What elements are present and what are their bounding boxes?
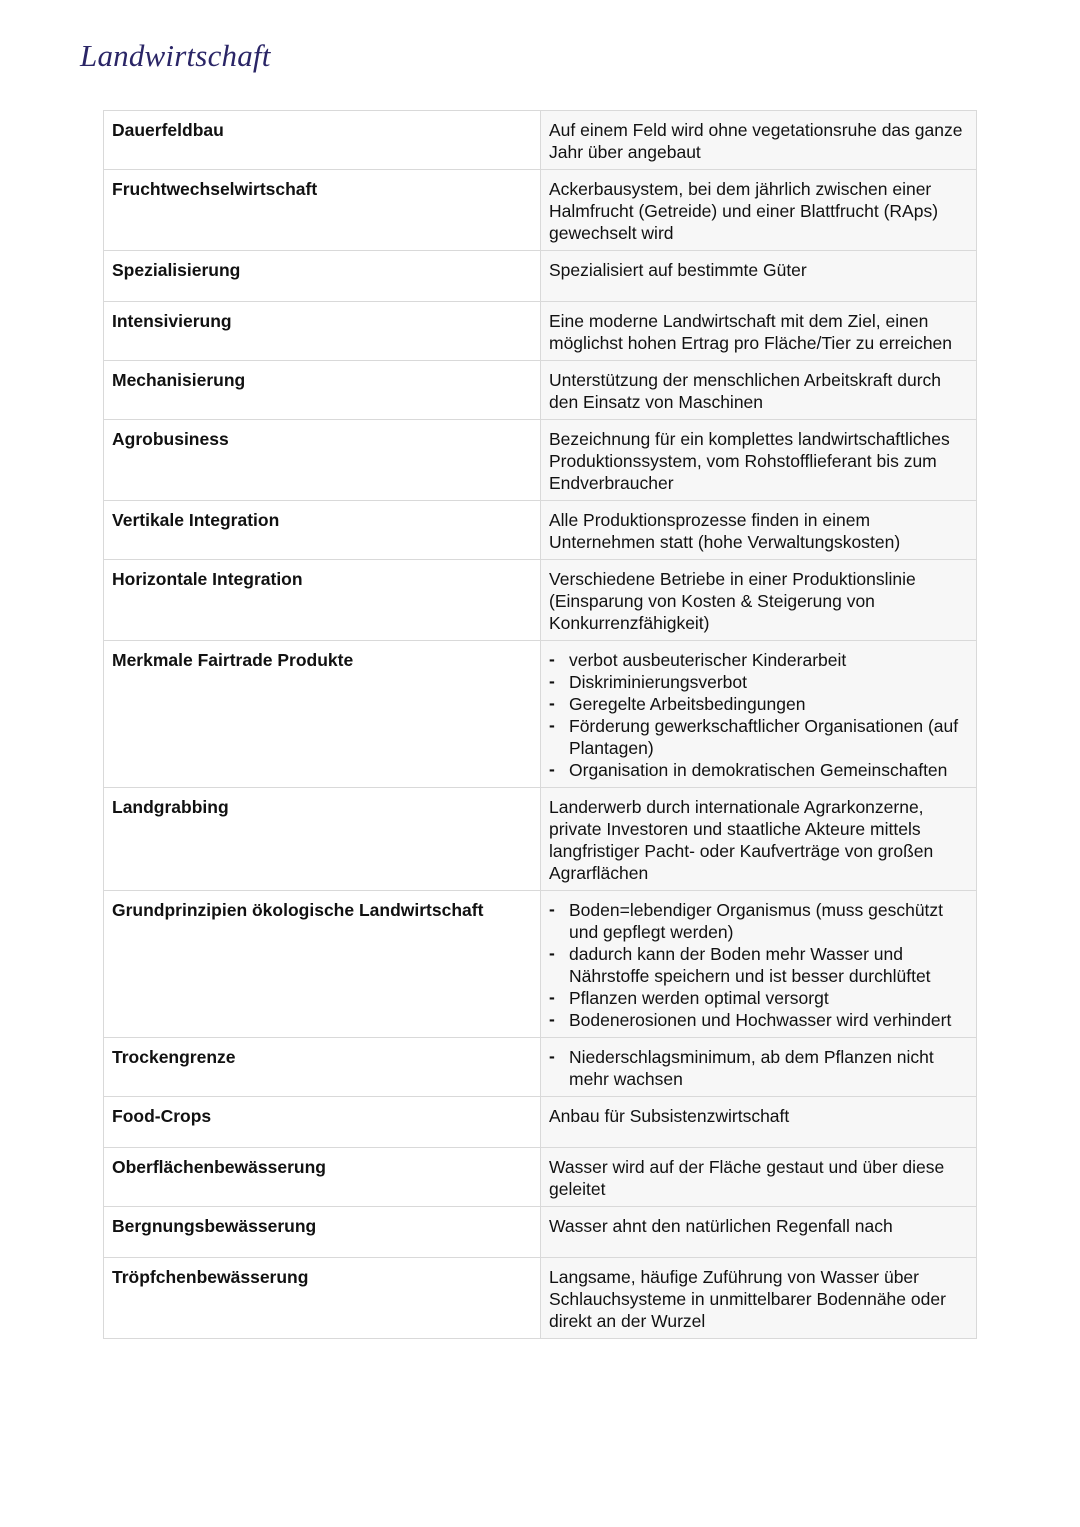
list-item: - verbot ausbeuterischer Kinderarbeit <box>549 649 968 671</box>
term-cell: Vertikale Integration <box>104 501 541 560</box>
table-row <box>104 361 977 420</box>
definition-cell <box>541 891 977 1038</box>
definition-cell: Unterstützung der menschlichen Arbeitskraft durch den Einsatz von Maschinen <box>541 361 977 420</box>
definition-cell: Auf einem Feld wird ohne vegetationsruhe das ganze Jahr über angebaut <box>541 111 977 170</box>
list-item: - dadurch kann der Boden mehr Wasser und Nährstoffe speichern und ist besser durchlüftet <box>549 943 968 987</box>
table-row <box>104 1148 977 1207</box>
table-row <box>104 1097 977 1148</box>
definition-cell: Anbau für Subsistenzwirtschaft <box>541 1097 977 1148</box>
term-cell: Merkmale Fairtrade Produkte <box>104 641 541 788</box>
term-cell: Grundprinzipien ökologische Landwirtschaft <box>104 891 541 1038</box>
definition-cell: Bezeichnung für ein komplettes landwirtschaftliches Produktionssystem, vom Rohstofflieferant bis zum Endverbraucher <box>541 420 977 501</box>
definition-cell <box>541 641 977 788</box>
table-row <box>104 891 977 1038</box>
term-cell: Horizontale Integration <box>104 560 541 641</box>
definition-cell <box>541 1038 977 1097</box>
table-row <box>104 560 977 641</box>
term-cell: Tröpfchenbewässerung <box>104 1258 541 1339</box>
term-cell: Food-Crops <box>104 1097 541 1148</box>
definition-cell: Eine moderne Landwirtschaft mit dem Ziel, einen möglichst hohen Ertrag pro Fläche/Tier zu erreichen <box>541 302 977 361</box>
list-item: - Boden=lebendiger Organismus (muss geschützt und gepflegt werden) <box>549 899 968 943</box>
list-item: - Förderung gewerkschaftlicher Organisationen (auf Plantagen) <box>549 715 968 759</box>
term-cell: Intensivierung <box>104 302 541 361</box>
term-cell: Agrobusiness <box>104 420 541 501</box>
term-cell: Bergnungsbewässerung <box>104 1207 541 1258</box>
term-cell: Trockengrenze <box>104 1038 541 1097</box>
term-cell: Mechanisierung <box>104 361 541 420</box>
table-row <box>104 170 977 251</box>
list-item: - Bodenerosionen und Hochwasser wird verhindert <box>549 1009 968 1031</box>
list-item: - Geregelte Arbeitsbedingungen <box>549 693 968 715</box>
list-item: - Niederschlagsminimum, ab dem Pflanzen nicht mehr wachsen <box>549 1046 968 1090</box>
bullet-list <box>549 899 968 1031</box>
table-row <box>104 641 977 788</box>
table-row <box>104 302 977 361</box>
table-row <box>104 501 977 560</box>
glossary-table <box>103 110 977 1339</box>
table-row <box>104 1258 977 1339</box>
list-item: - Pflanzen werden optimal versorgt <box>549 987 968 1009</box>
list-item: - Diskriminierungsverbot <box>549 671 968 693</box>
definition-cell: Ackerbausystem, bei dem jährlich zwischen einer Halmfrucht (Getreide) und einer Blattfrucht (RAps) gewechselt wird <box>541 170 977 251</box>
term-cell: Spezialisierung <box>104 251 541 302</box>
definition-cell: Alle Produktionsprozesse finden in einem Unternehmen statt (hohe Verwaltungskosten) <box>541 501 977 560</box>
definition-cell: Wasser ahnt den natürlichen Regenfall nach <box>541 1207 977 1258</box>
definition-cell: Landerwerb durch internationale Agrarkonzerne, private Investoren und staatliche Akteure mittels langfristiger Pacht- oder Kaufverträge von großen Agrarflächen <box>541 788 977 891</box>
table-row <box>104 788 977 891</box>
definition-cell: Spezialisiert auf bestimmte Güter <box>541 251 977 302</box>
definition-cell: Verschiedene Betriebe in einer Produktionslinie (Einsparung von Kosten & Steigerung von Konkurrenzfähigkeit) <box>541 560 977 641</box>
table-row <box>104 1038 977 1097</box>
page-title: Landwirtschaft <box>80 38 271 73</box>
term-cell: Oberflächenbewässerung <box>104 1148 541 1207</box>
term-cell: Dauerfeldbau <box>104 111 541 170</box>
table-row <box>104 251 977 302</box>
table-row <box>104 1207 977 1258</box>
definition-cell: Wasser wird auf der Fläche gestaut und über diese geleitet <box>541 1148 977 1207</box>
term-cell: Landgrabbing <box>104 788 541 891</box>
table-row <box>104 111 977 170</box>
bullet-list <box>549 1046 968 1090</box>
list-item: - Organisation in demokratischen Gemeinschaften <box>549 759 968 781</box>
table-row <box>104 420 977 501</box>
definition-cell: Langsame, häufige Zuführung von Wasser über Schlauchsysteme in unmittelbarer Bodennähe oder direkt an der Wurzel <box>541 1258 977 1339</box>
term-cell: Fruchtwechselwirtschaft <box>104 170 541 251</box>
bullet-list <box>549 649 968 781</box>
